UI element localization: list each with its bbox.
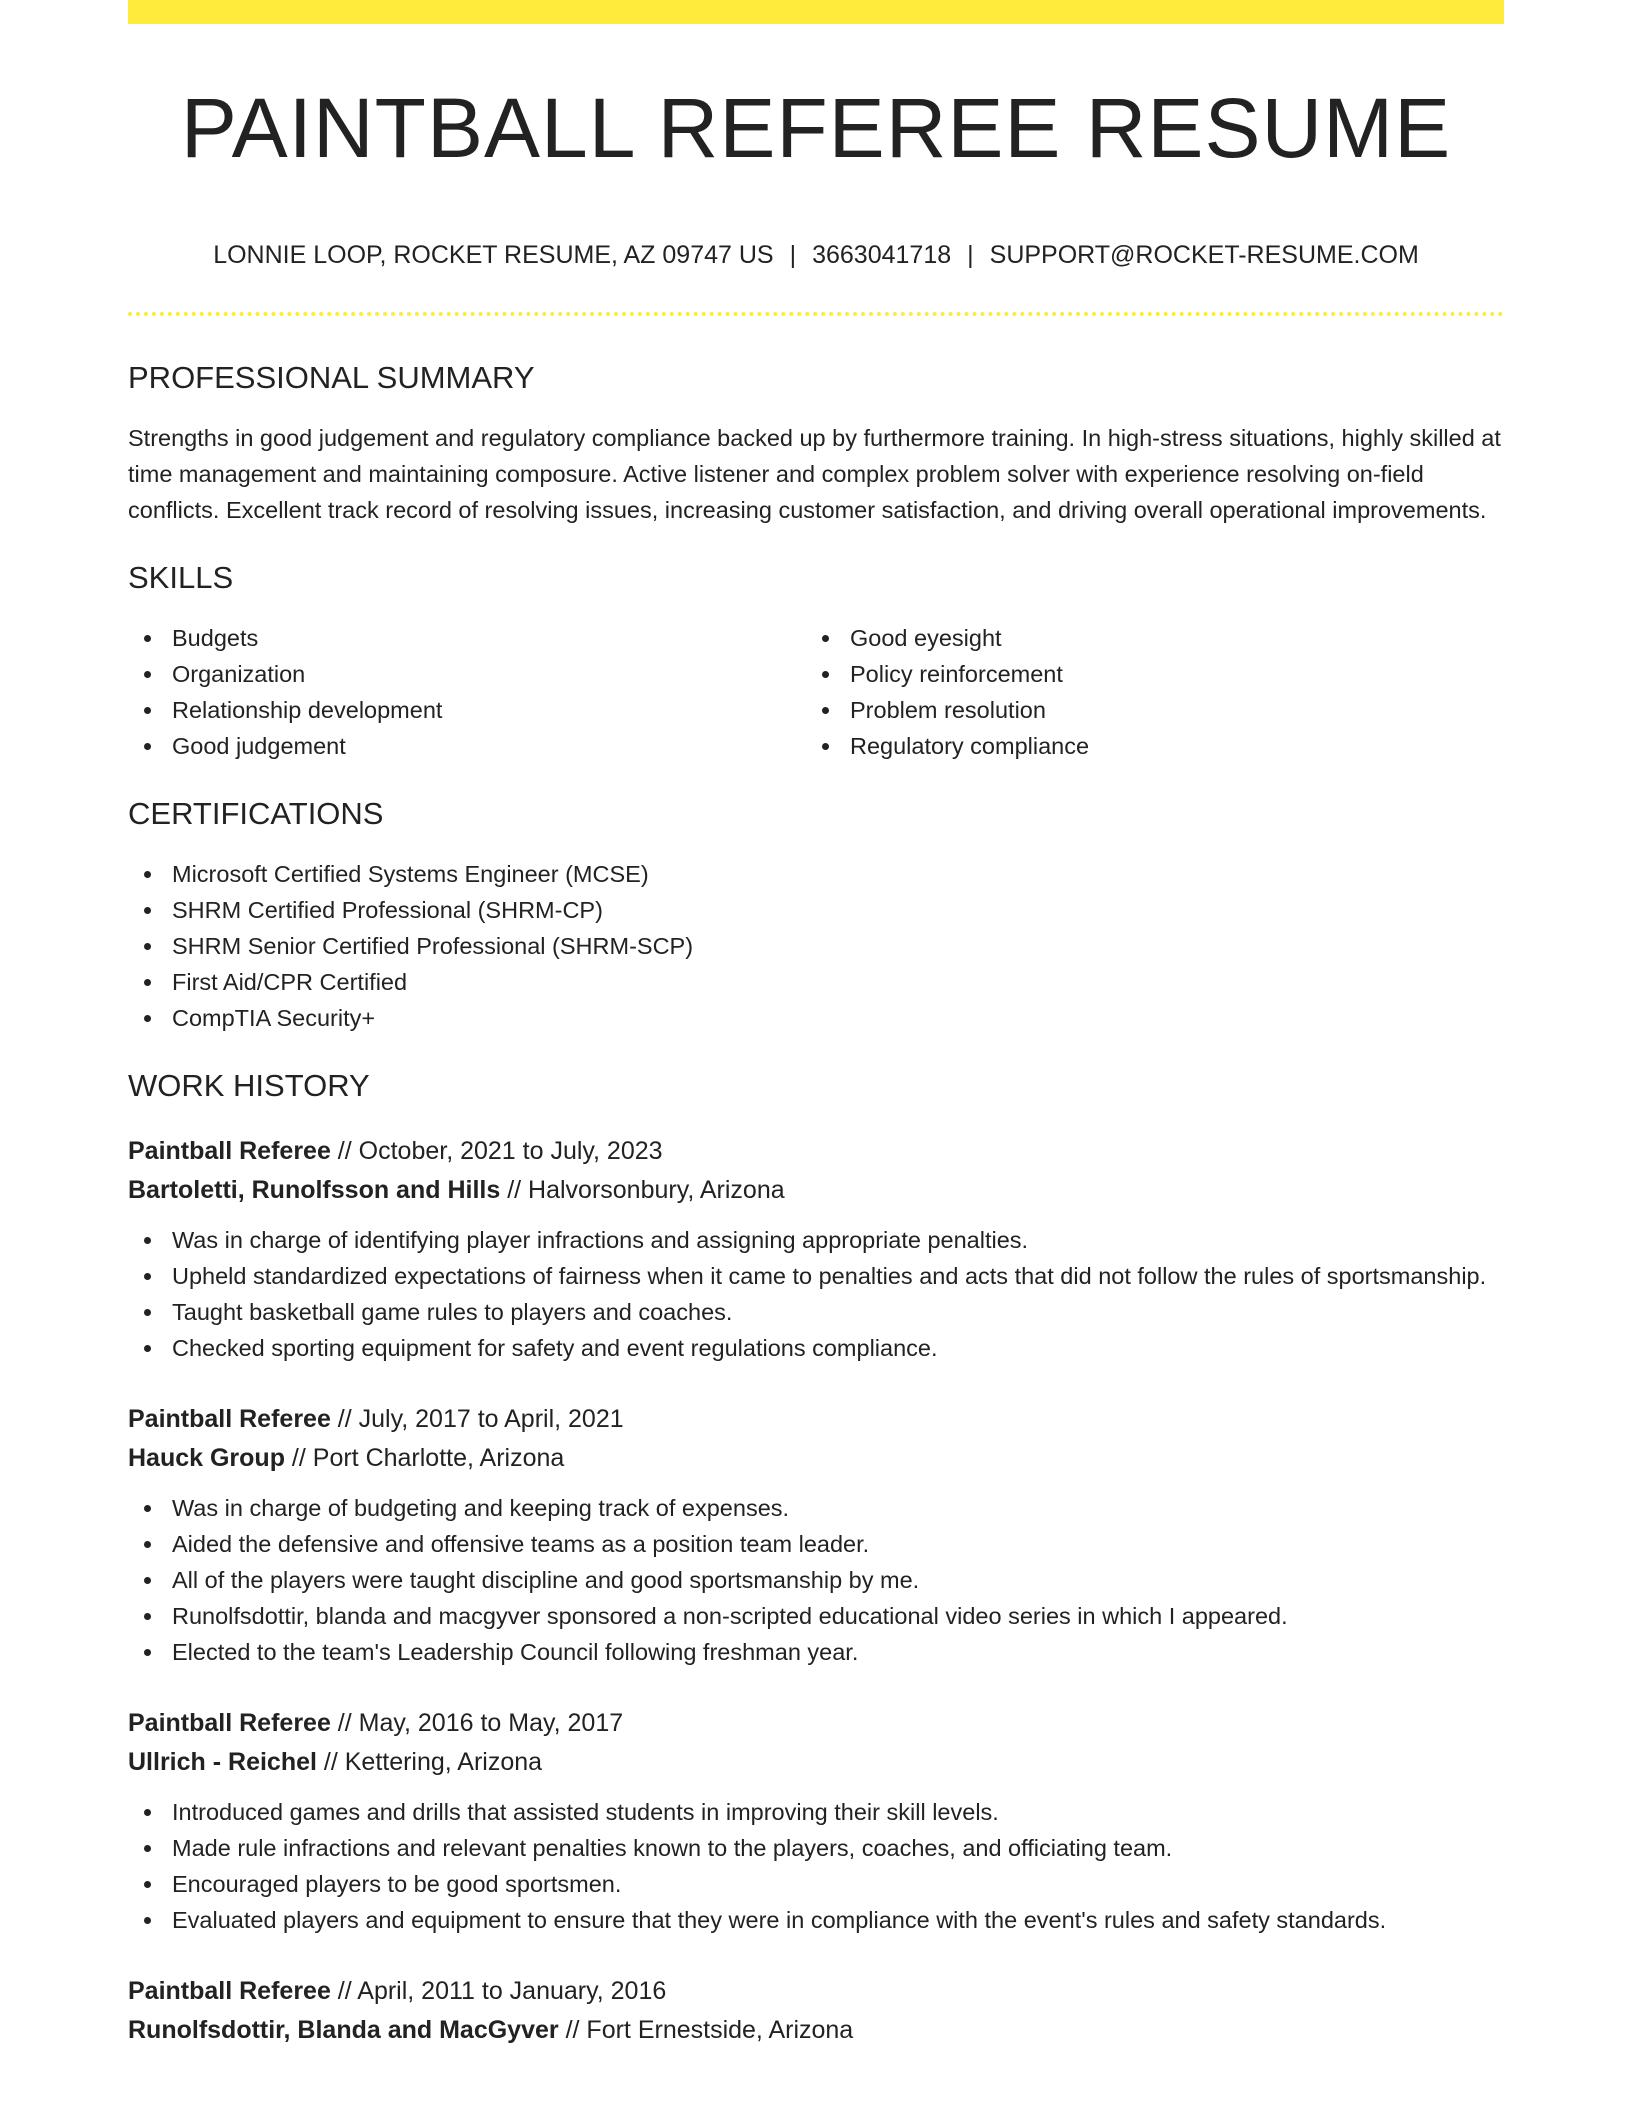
contact-separator: | — [789, 241, 797, 269]
skills-list-right — [806, 620, 1484, 764]
job-bullet: Was in charge of identifying player infractions and assigning appropriate penalties. — [128, 1222, 1504, 1258]
certification-item: SHRM Senior Certified Professional (SHRM-SCP) — [128, 928, 1504, 964]
contact-address: LONNIE LOOP, ROCKET RESUME, AZ 09747 US — [213, 241, 774, 269]
dotted-divider — [128, 312, 1504, 316]
job-bullet: Checked sporting equipment for safety and event regulations compliance. — [128, 1330, 1504, 1366]
job-location: // Port Charlotte, Arizona — [284, 1444, 565, 1472]
job-bullet-list — [128, 1794, 1504, 1938]
job-bullet: Was in charge of budgeting and keeping track of expenses. — [128, 1490, 1504, 1526]
job-bullet: Encouraged players to be good sportsmen. — [128, 1866, 1504, 1902]
skill-item: Budgets — [128, 620, 806, 656]
skill-item: Regulatory compliance — [806, 728, 1484, 764]
job-title-line — [128, 1704, 1504, 1743]
job-title: Paintball Referee — [128, 1977, 331, 2005]
job-company-line — [128, 1743, 1504, 1782]
contact-line — [128, 240, 1504, 270]
job-company-line — [128, 1439, 1504, 1478]
job-title-line — [128, 1972, 1504, 2011]
resume-title: PAINTBALL REFEREE RESUME — [180, 81, 1452, 175]
skill-item: Organization — [128, 656, 806, 692]
job-bullet: Upheld standardized expectations of fairness when it came to penalties and acts that did not follow the rules of sportsmanship. — [128, 1258, 1504, 1294]
job-dates: // October, 2021 to July, 2023 — [330, 1137, 663, 1165]
job-bullet: Made rule infractions and relevant penalties known to the players, coaches, and officiating team. — [128, 1830, 1504, 1866]
certification-item: Microsoft Certified Systems Engineer (MCSE) — [128, 856, 1504, 892]
job-location: // Kettering, Arizona — [316, 1748, 543, 1776]
job-bullet: Introduced games and drills that assisted students in improving their skill levels. — [128, 1794, 1504, 1830]
job-title: Paintball Referee — [128, 1709, 331, 1737]
skill-item: Policy reinforcement — [806, 656, 1484, 692]
job-entry — [128, 1400, 1504, 1670]
job-entry — [128, 1972, 1504, 2050]
certification-item: CompTIA Security+ — [128, 1000, 1504, 1036]
job-bullet: Runolfsdottir, blanda and macgyver sponsored a non-scripted educational video series in which I appeared. — [128, 1598, 1504, 1634]
job-title-line — [128, 1400, 1504, 1439]
job-location: // Fort Ernestside, Arizona — [558, 2016, 854, 2044]
job-title: Paintball Referee — [128, 1137, 331, 1165]
job-bullet: All of the players were taught discipline and good sportsmanship by me. — [128, 1562, 1504, 1598]
job-dates: // April, 2011 to January, 2016 — [330, 1977, 667, 2005]
certifications-list — [128, 856, 1504, 1036]
job-dates: // July, 2017 to April, 2021 — [330, 1405, 624, 1433]
job-title-line — [128, 1132, 1504, 1171]
job-company: Hauck Group — [128, 1444, 285, 1472]
job-bullet-list — [128, 1490, 1504, 1670]
job-company: Runolfsdottir, Blanda and MacGyver — [128, 2016, 559, 2044]
contact-phone: 3663041718 — [812, 241, 952, 269]
job-company-line — [128, 1171, 1504, 1210]
skill-item: Relationship development — [128, 692, 806, 728]
contact-separator: | — [967, 241, 974, 269]
summary-heading: PROFESSIONAL SUMMARY — [128, 360, 535, 395]
job-title: Paintball Referee — [128, 1405, 331, 1433]
skills-columns — [128, 620, 1504, 764]
summary-text: Strengths in good judgement and regulatory compliance backed up by furthermore training. In high-stress situations, highly skilled at time management and maintaining composure. Active listener and complex problem solver with experience resolving on-field conflicts. Excellent track record of resolving issues, increasing customer satisfaction, and driving overall operational improvements. — [128, 425, 1501, 523]
skills-list-left — [128, 620, 806, 764]
certification-item: SHRM Certified Professional (SHRM-CP) — [128, 892, 1504, 928]
job-company: Bartoletti, Runolfsson and Hills — [128, 1176, 501, 1204]
job-bullet: Elected to the team's Leadership Council following freshman year. — [128, 1634, 1504, 1670]
skills-heading: SKILLS — [128, 560, 234, 595]
job-bullet: Evaluated players and equipment to ensure that they were in compliance with the event's rules and safety standards. — [128, 1902, 1504, 1938]
certifications-heading: CERTIFICATIONS — [128, 796, 384, 831]
job-dates: // May, 2016 to May, 2017 — [330, 1709, 624, 1737]
top-accent-bar — [128, 0, 1504, 24]
certification-item: First Aid/CPR Certified — [128, 964, 1504, 1000]
work-history-heading: WORK HISTORY — [128, 1068, 370, 1103]
contact-email: SUPPORT@ROCKET-RESUME.COM — [989, 241, 1419, 269]
job-entry — [128, 1704, 1504, 1938]
job-location: // Halvorsonbury, Arizona — [500, 1176, 785, 1204]
skill-item: Good eyesight — [806, 620, 1484, 656]
skill-item: Problem resolution — [806, 692, 1484, 728]
job-entry — [128, 1132, 1504, 1366]
job-bullet: Taught basketball game rules to players and coaches. — [128, 1294, 1504, 1330]
resume-page — [128, 0, 1504, 2050]
job-company: Ullrich - Reichel — [128, 1748, 317, 1776]
job-bullet: Aided the defensive and offensive teams as a position team leader. — [128, 1526, 1504, 1562]
skill-item: Good judgement — [128, 728, 806, 764]
job-company-line — [128, 2011, 1504, 2050]
job-bullet-list — [128, 1222, 1504, 1366]
